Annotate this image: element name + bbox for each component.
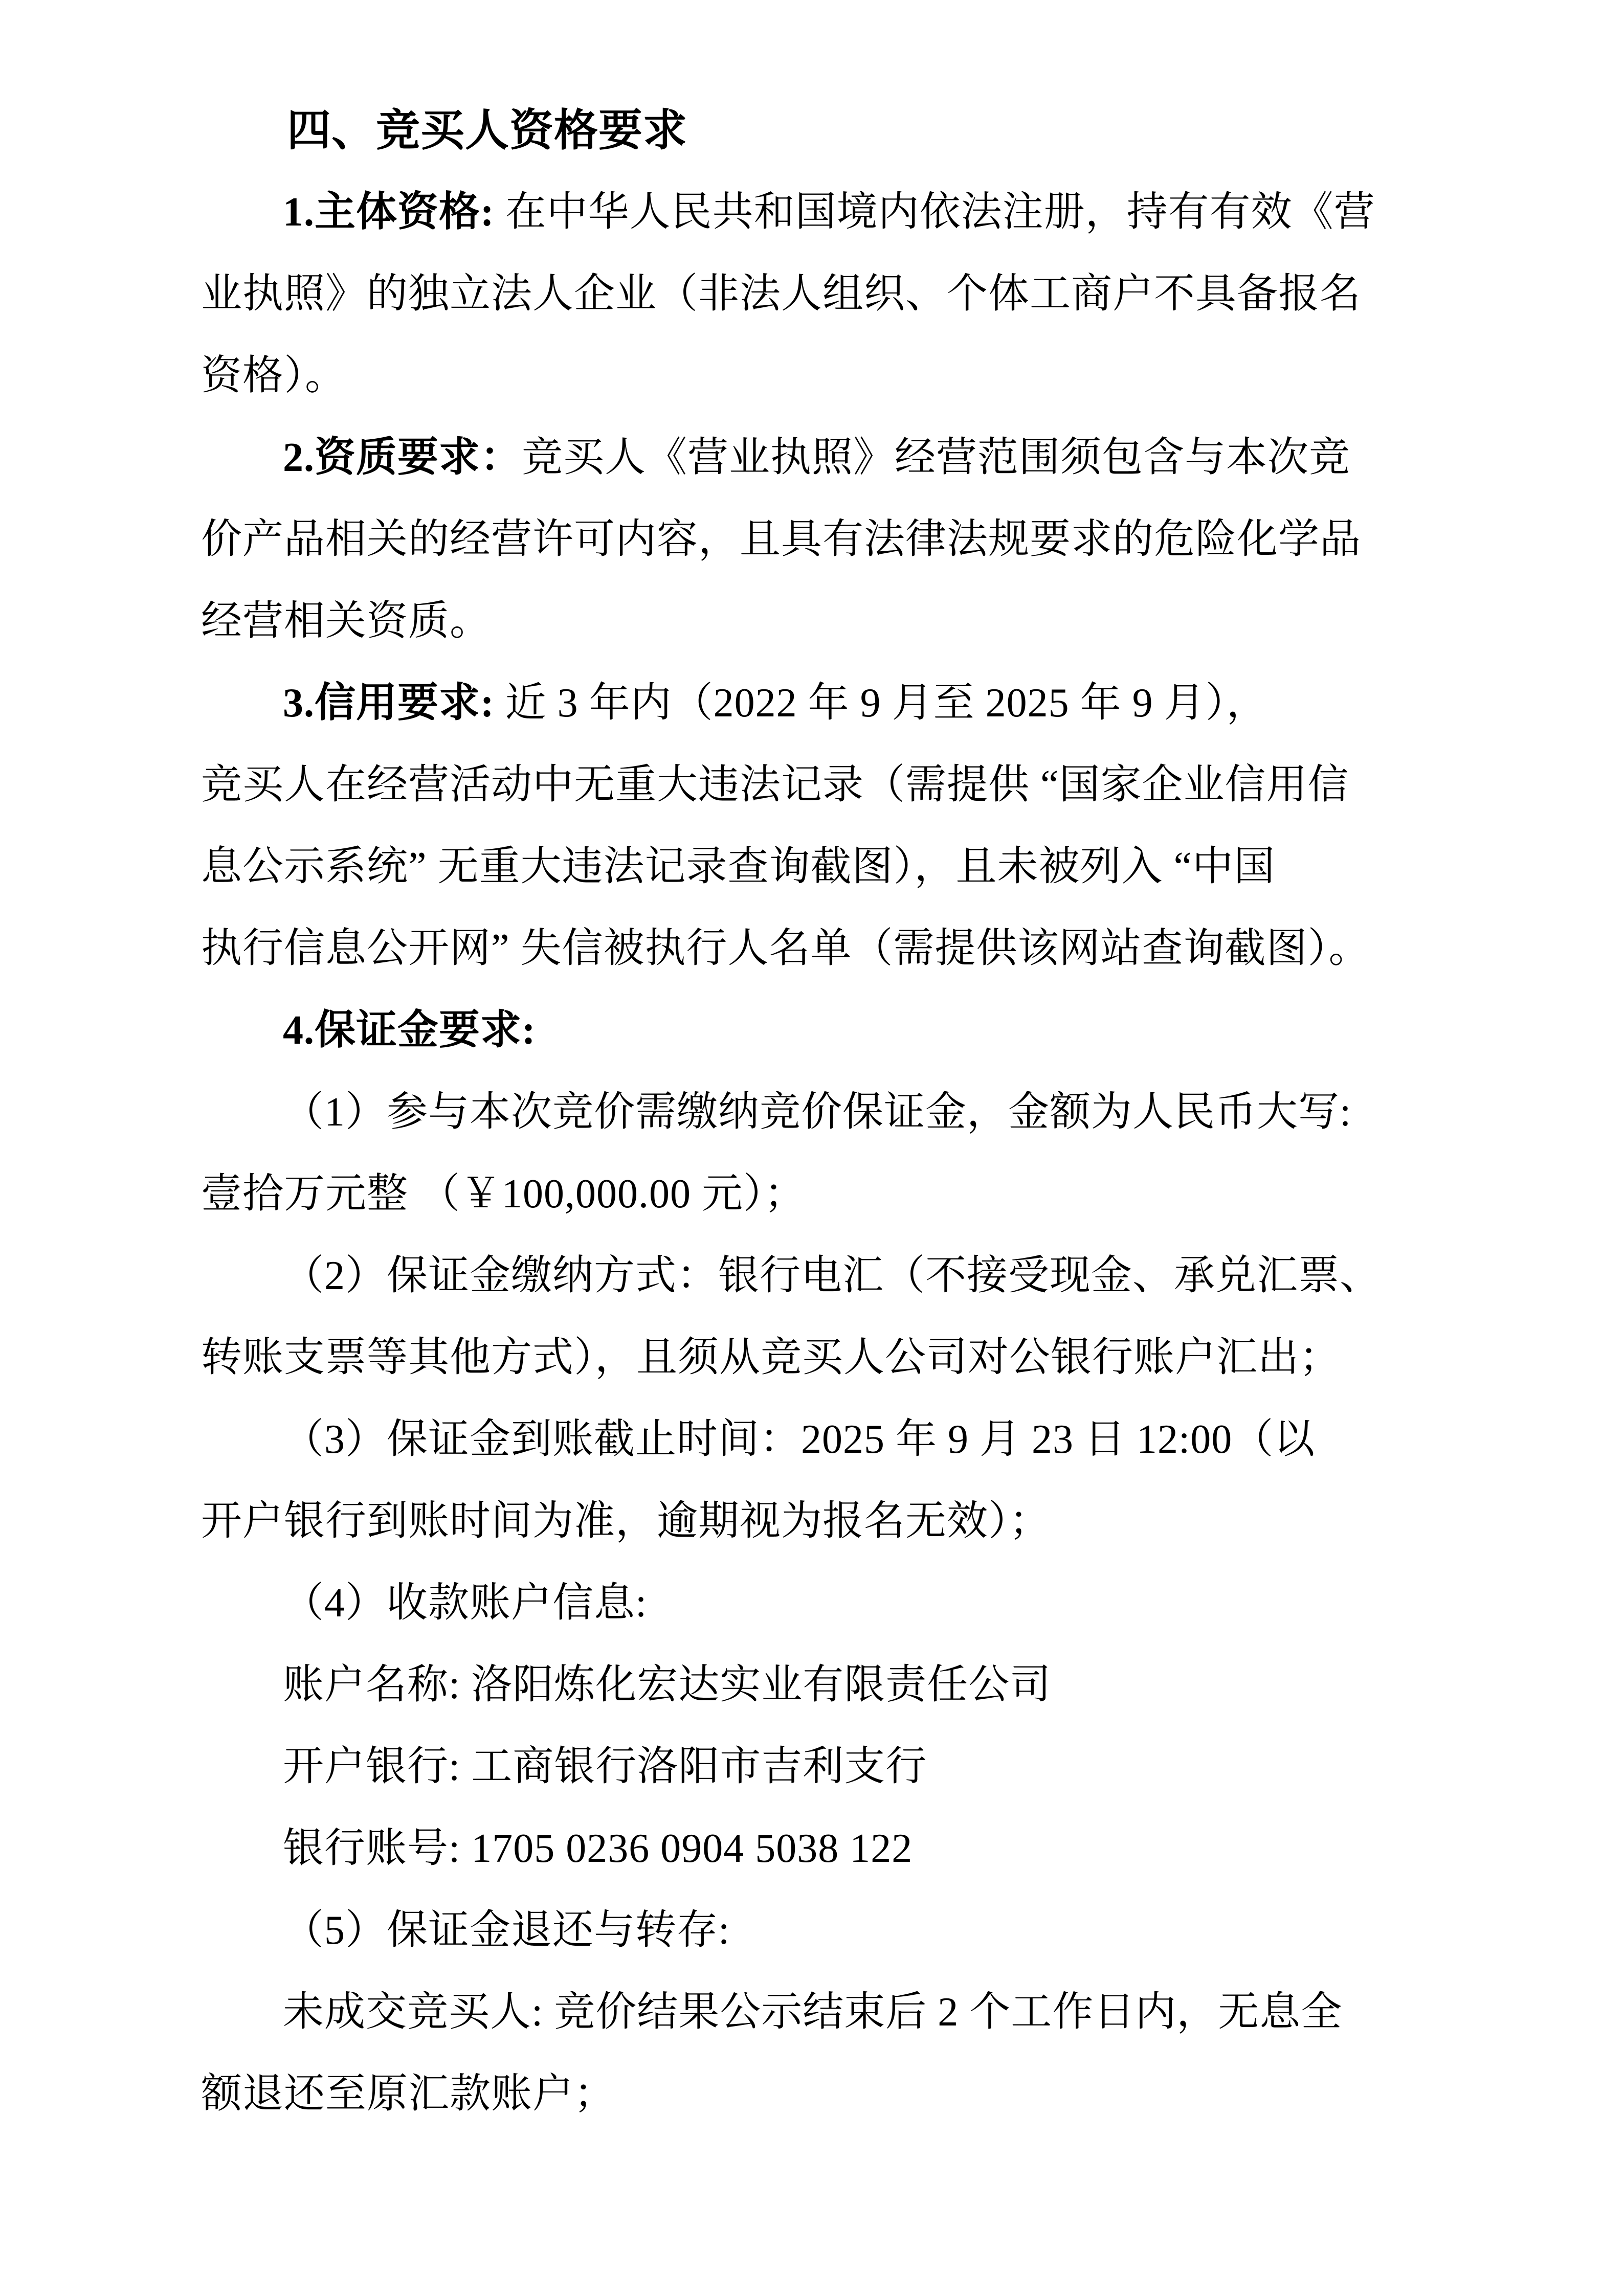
subject-qualification-line-1	[201, 171, 1427, 253]
deposit-deadline-line-2	[201, 1480, 1427, 1562]
refund-unsold-bidder-text-2: 额退还至原汇款账户；	[201, 2072, 615, 2117]
receiving-account-info-heading	[201, 1562, 1427, 1644]
deposit-refund-heading-text: （5）保证金退还与转存:	[283, 1908, 730, 1953]
subject-qualification-text-1: 在中华人民共和国境内依法注册，持有有效《营	[494, 190, 1375, 235]
credit-requirement-line-1	[201, 662, 1427, 744]
subject-qualification-line-2	[201, 253, 1427, 335]
qualification-requirement-text-1: 竞买人《营业执照》经营范围须包含与本次竞	[522, 435, 1350, 480]
deposit-deadline-text-1: （3）保证金到账截止时间：2025 年 9 月 23 日 12:00（以	[283, 1417, 1316, 1462]
refund-unsold-bidder-text-1: 未成交竞买人: 竞价结果公示结束后 2 个工作日内，无息全	[283, 1990, 1343, 2035]
deposit-deadline-text-2: 开户银行到账时间为准，逾期视为报名无效）；	[201, 1499, 1051, 1544]
qualification-requirement-text-3: 经营相关资质。	[201, 599, 491, 644]
refund-unsold-bidder-line-2	[201, 2053, 1427, 2135]
deposit-requirement-label: 4.保证金要求:	[283, 1008, 536, 1053]
deposit-payment-method-line-2	[201, 1317, 1427, 1399]
qualification-requirement-line-3	[201, 580, 1427, 662]
credit-requirement-label: 3.信用要求:	[283, 681, 495, 726]
account-name-line	[201, 1644, 1427, 1726]
qualification-requirement-line-2	[201, 499, 1427, 580]
qualification-requirement-text-2: 价产品相关的经营许可内容，且具有法律法规要求的危险化学品	[201, 517, 1361, 562]
credit-requirement-text-4: 执行信息公开网” 失信被执行人名单（需提供该网站查询截图）。	[201, 926, 1370, 971]
bank-name-line	[201, 1726, 1427, 1808]
deposit-amount-text-1: （1）参与本次竞价需缴纳竞价保证金，金额为人民币大写:	[283, 1090, 1352, 1135]
credit-requirement-text-3: 息公示系统” 无重大违法记录查询截图），且未被列入 “中国	[201, 844, 1276, 889]
refund-unsold-bidder-line-1	[201, 1971, 1427, 2053]
bank-account-number-line	[201, 1808, 1427, 1889]
credit-requirement-line-4	[201, 908, 1427, 989]
deposit-payment-method-text-1: （2）保证金缴纳方式：银行电汇（不接受现金、承兑汇票、	[283, 1253, 1381, 1298]
credit-requirement-text-2: 竞买人在经营活动中无重大违法记录（需提供 “国家企业信用信	[201, 762, 1349, 807]
deposit-amount-text-2: 壹拾万元整 （￥100,000.00 元）；	[201, 1172, 806, 1217]
section-heading	[201, 89, 1427, 171]
qualification-requirement-label: 2.资质要求：	[283, 435, 522, 480]
bank-name-text: 开户银行: 工商银行洛阳市吉利支行	[283, 1744, 927, 1789]
deposit-deadline-line-1	[201, 1399, 1427, 1480]
bank-account-number-text: 银行账号: 1705 0236 0904 5038 122	[283, 1826, 913, 1871]
subject-qualification-text-2: 业执照》的独立法人企业（非法人组织、个体工商户不具备报名	[201, 272, 1361, 317]
section-heading-text: 四、竞买人资格要求	[287, 106, 687, 155]
subject-qualification-text-3: 资格）。	[201, 353, 346, 398]
receiving-account-info-text: （4）收款账户信息:	[283, 1581, 648, 1626]
deposit-payment-method-line-1	[201, 1235, 1427, 1317]
deposit-payment-method-text-2: 转账支票等其他方式），且须从竞买人公司对公银行账户汇出；	[201, 1335, 1341, 1380]
deposit-refund-heading	[201, 1889, 1427, 1971]
subject-qualification-line-3	[201, 335, 1427, 417]
subject-qualification-label: 1.主体资格:	[283, 190, 495, 235]
account-name-text: 账户名称: 洛阳炼化宏达实业有限责任公司	[283, 1662, 1052, 1707]
qualification-requirement-line-1	[201, 417, 1427, 499]
deposit-requirement-heading	[201, 989, 1427, 1071]
credit-requirement-text-1: 近 3 年内（2022 年 9 月至 2025 年 9 月），	[494, 681, 1268, 726]
credit-requirement-line-2	[201, 744, 1427, 826]
deposit-amount-line-2	[201, 1153, 1427, 1235]
credit-requirement-line-3	[201, 826, 1427, 908]
deposit-amount-line-1	[201, 1071, 1427, 1153]
